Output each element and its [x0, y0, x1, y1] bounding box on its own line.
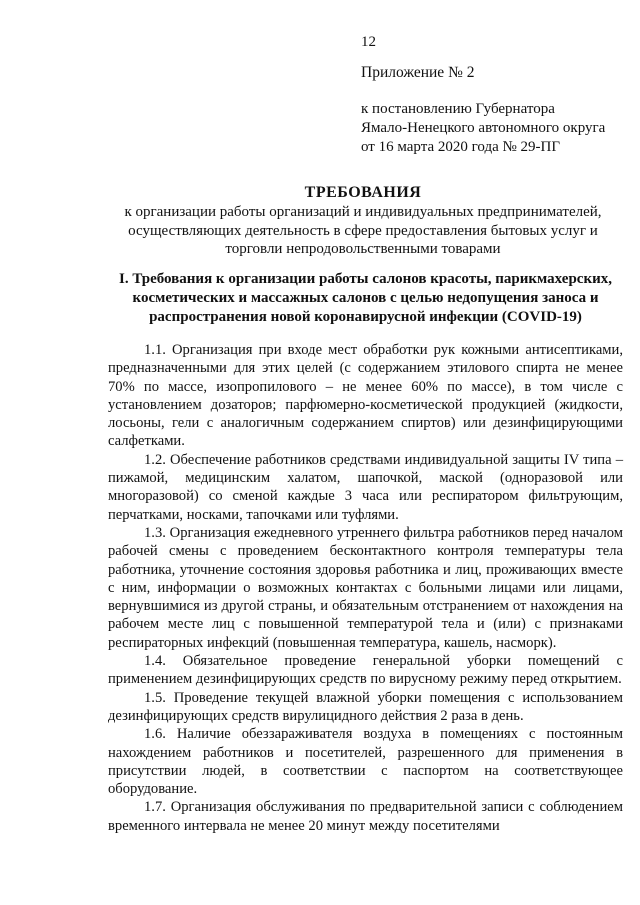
- paragraph: 1.4. Обязательное проведение генеральной уборки помещений с применением дезинфицирующих средств по вирусному режиму перед открытием.: [108, 653, 623, 688]
- decree-line: от 16 марта 2020 года № 29-ПГ: [361, 139, 561, 155]
- paragraph: 1.2. Обеспечение работников средствами индивидуальной защиты IV типа – пижамой, медицинским халатом, шапочкой, маской (одноразовой или многоразовой) со сменой каждые 3 часа или респиратором фильтрующим, перчатками, носками, тапочками или туфлями.: [108, 451, 623, 523]
- paragraph: 1.5. Проведение текущей влажной уборки помещения с использованием дезинфицирующих средств вирулицидного действия 2 раза в день.: [108, 689, 623, 724]
- decree-line: Ямало-Ненецкого автономного округа: [361, 120, 606, 136]
- decree-reference: [361, 100, 605, 157]
- page-number: 12: [361, 34, 376, 50]
- appendix-label: Приложение № 2: [361, 64, 475, 81]
- paragraph: 1.6. Наличие обеззараживателя воздуха в помещениях с постоянным нахождением работников и посетителей, разрешенного для применения в присутствии людей, в соответствии с паспортом на соответствующее оборудование.: [108, 726, 623, 798]
- decree-line: к постановлению Губернатора: [361, 101, 555, 117]
- paragraph: 1.3. Организация ежедневного утреннего фильтра работников перед началом рабочей смены с проведением бесконтактного контроля температуры тела работника, уточнение состояния здоровья работника и лиц, проживающих вместе с ним, информации о возможных контактах с больными лицами или лицами, вернувшимися из другой страны, и обязательным отстранением от нахождения на рабочем месте лиц с повышенной температурой тела и (или) с признаками респираторных инфекций (повышенная температура, кашель, насморк).: [108, 524, 623, 651]
- document-title-block: [108, 183, 618, 259]
- document-title: ТРЕБОВАНИЯ: [304, 184, 422, 201]
- paragraph: 1.7. Организация обслуживания по предварительной записи с соблюдением временного интервала не менее 20 минут между посетителями: [108, 799, 623, 834]
- section-heading: I. Требования к организации работы салонов красоты, парикмахерских, косметических и массажных салонов с целью недопущения заноса и распространения новой коронавирусной инфекции (COVID-19): [118, 271, 612, 325]
- document-subtitle: к организации работы организаций и индивидуальных предпринимателей, осуществляющих деятельность в сфере предоставления бытовых услуг и торговли непродовольственными товарами: [124, 204, 602, 257]
- paragraph: 1.1. Организация при входе мест обработки рук кожными антисептиками, предназначенными для этих целей (с содержанием этилового спирта не менее 70% по массе, изопропилового – не менее 60% по массе), в том числе с установлением дозаторов; парфюмерно-косметической продукцией (жидкости, лосьоны, гели с аналогичным содержанием спиртов) или дезинфицирующими салфетками.: [108, 342, 623, 450]
- document-body: [108, 341, 623, 835]
